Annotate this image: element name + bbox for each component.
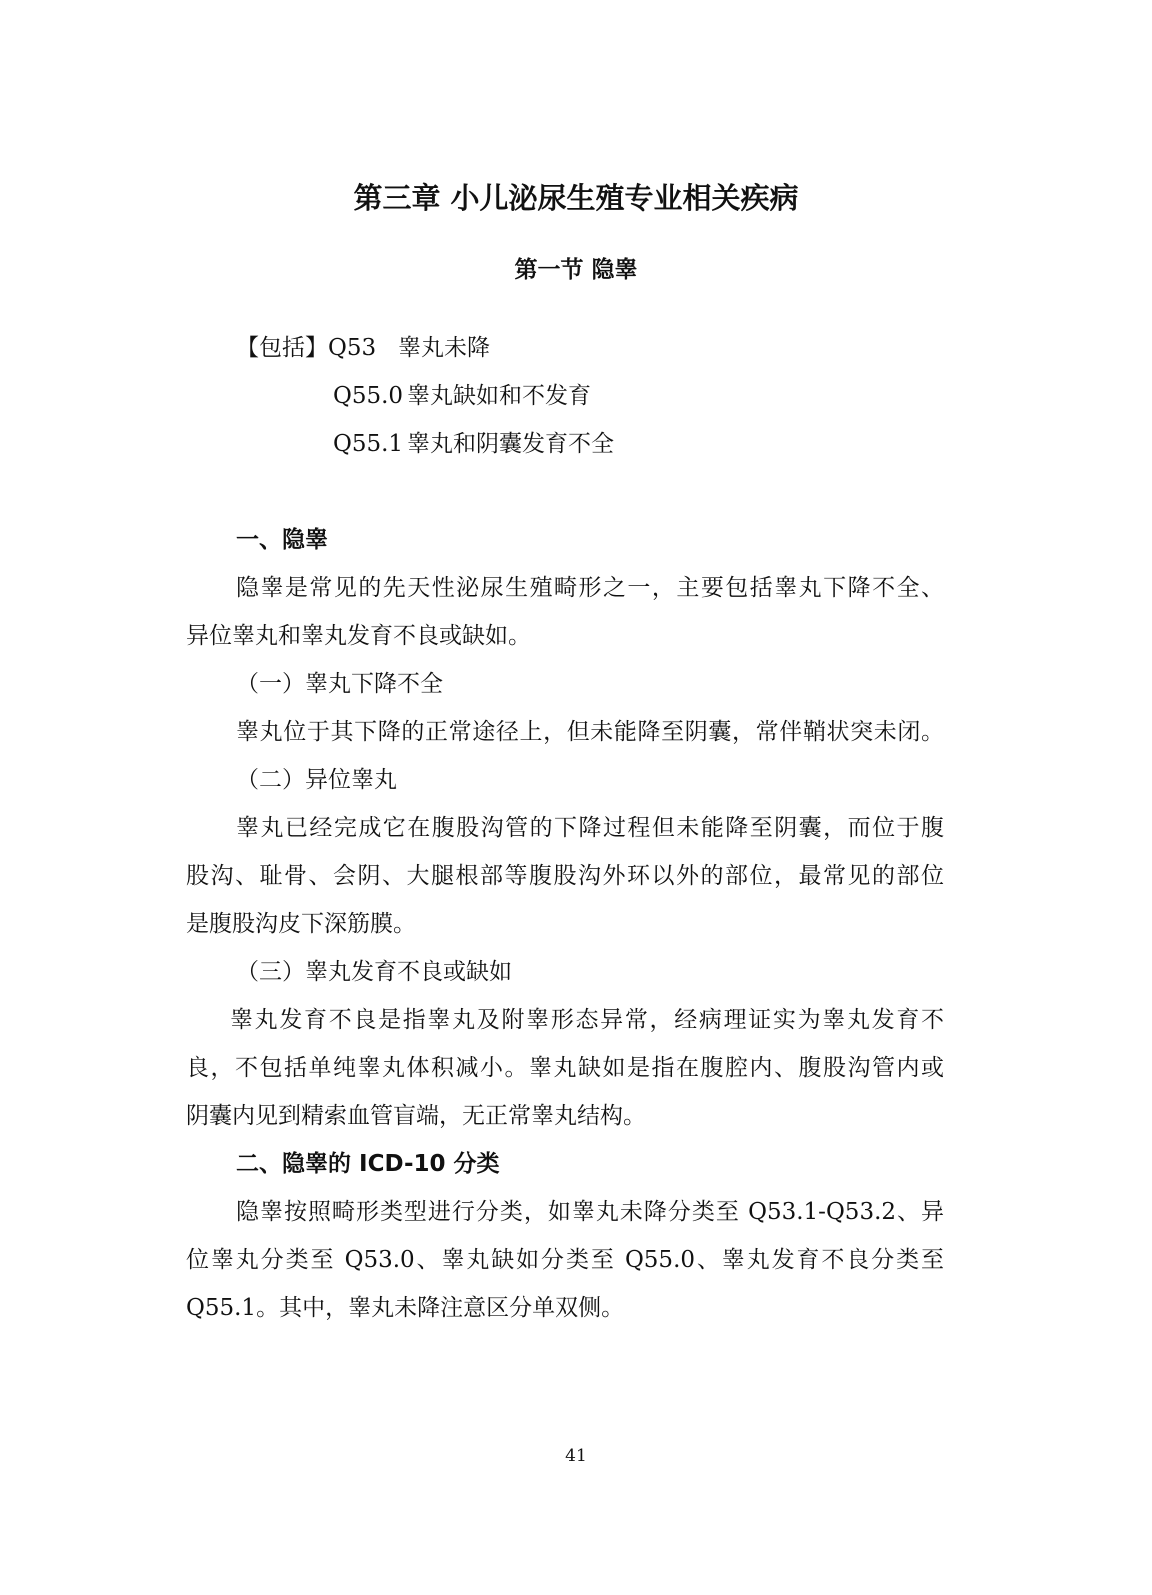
sub1-heading: （一）睾丸下降不全 [236, 671, 443, 697]
paragraph-line: 良，不包括单纯睾丸体积减小。睾丸缺如是指在腹腔内、腹股沟管内或 [186, 1055, 944, 1081]
section-title: 第一节 隐睾 [514, 257, 638, 283]
part1-heading: 一、隐睾 [236, 527, 328, 553]
paragraph-line: 隐睾是常见的先天性泌尿生殖畸形之一，主要包括睾丸下降不全、 [236, 575, 944, 601]
sub2-heading: （二）异位睾丸 [236, 767, 397, 793]
includes-code: Q53 [328, 335, 377, 361]
paragraph-line: 阴囊内见到精索血管盲端，无正常睾丸结构。 [186, 1103, 646, 1129]
paragraph-line: 位睾丸分类至 Q53.0、睾丸缺如分类至 Q55.0、睾丸发育不良分类至 [186, 1247, 944, 1273]
includes-name: 睾丸和阴囊发育不全 [407, 431, 614, 457]
includes-row-3 [333, 428, 614, 460]
chapter-title: 第三章 小儿泌尿生殖专业相关疾病 [353, 181, 799, 215]
includes-code: Q55.1 [333, 431, 404, 457]
paragraph-line: 睾丸位于其下降的正常途径上，但未能降至阴囊，常伴鞘状突未闭。 [236, 719, 944, 745]
includes-name: 睾丸缺如和不发育 [407, 383, 591, 409]
includes-name: 睾丸未降 [398, 335, 490, 361]
paragraph-line: 隐睾按照畸形类型进行分类，如睾丸未降分类至 Q53.1-Q53.2、异 [236, 1199, 944, 1225]
includes-row-2 [333, 380, 591, 412]
paragraph-line: 异位睾丸和睾丸发育不良或缺如。 [186, 623, 531, 649]
includes-row-1 [236, 332, 490, 364]
part2-heading: 二、隐睾的 ICD-10 分类 [236, 1151, 500, 1177]
paragraph-line: 睾丸发育不良是指睾丸及附睾形态异常，经病理证实为睾丸发育不 [230, 1007, 944, 1033]
paragraph-line: 睾丸已经完成它在腹股沟管的下降过程但未能降至阴囊，而位于腹 [236, 815, 944, 841]
paragraph-line: Q55.1。其中，睾丸未降注意区分单双侧。 [186, 1295, 625, 1321]
paragraph-line: 股沟、耻骨、会阴、大腿根部等腹股沟外环以外的部位，最常见的部位 [186, 863, 944, 889]
sub3-heading: （三）睾丸发育不良或缺如 [236, 959, 512, 985]
page-number: 41 [565, 1446, 587, 1466]
includes-label: 【包括】 [236, 335, 328, 361]
includes-code: Q55.0 [333, 383, 404, 409]
paragraph-line: 是腹股沟皮下深筋膜。 [186, 911, 416, 937]
